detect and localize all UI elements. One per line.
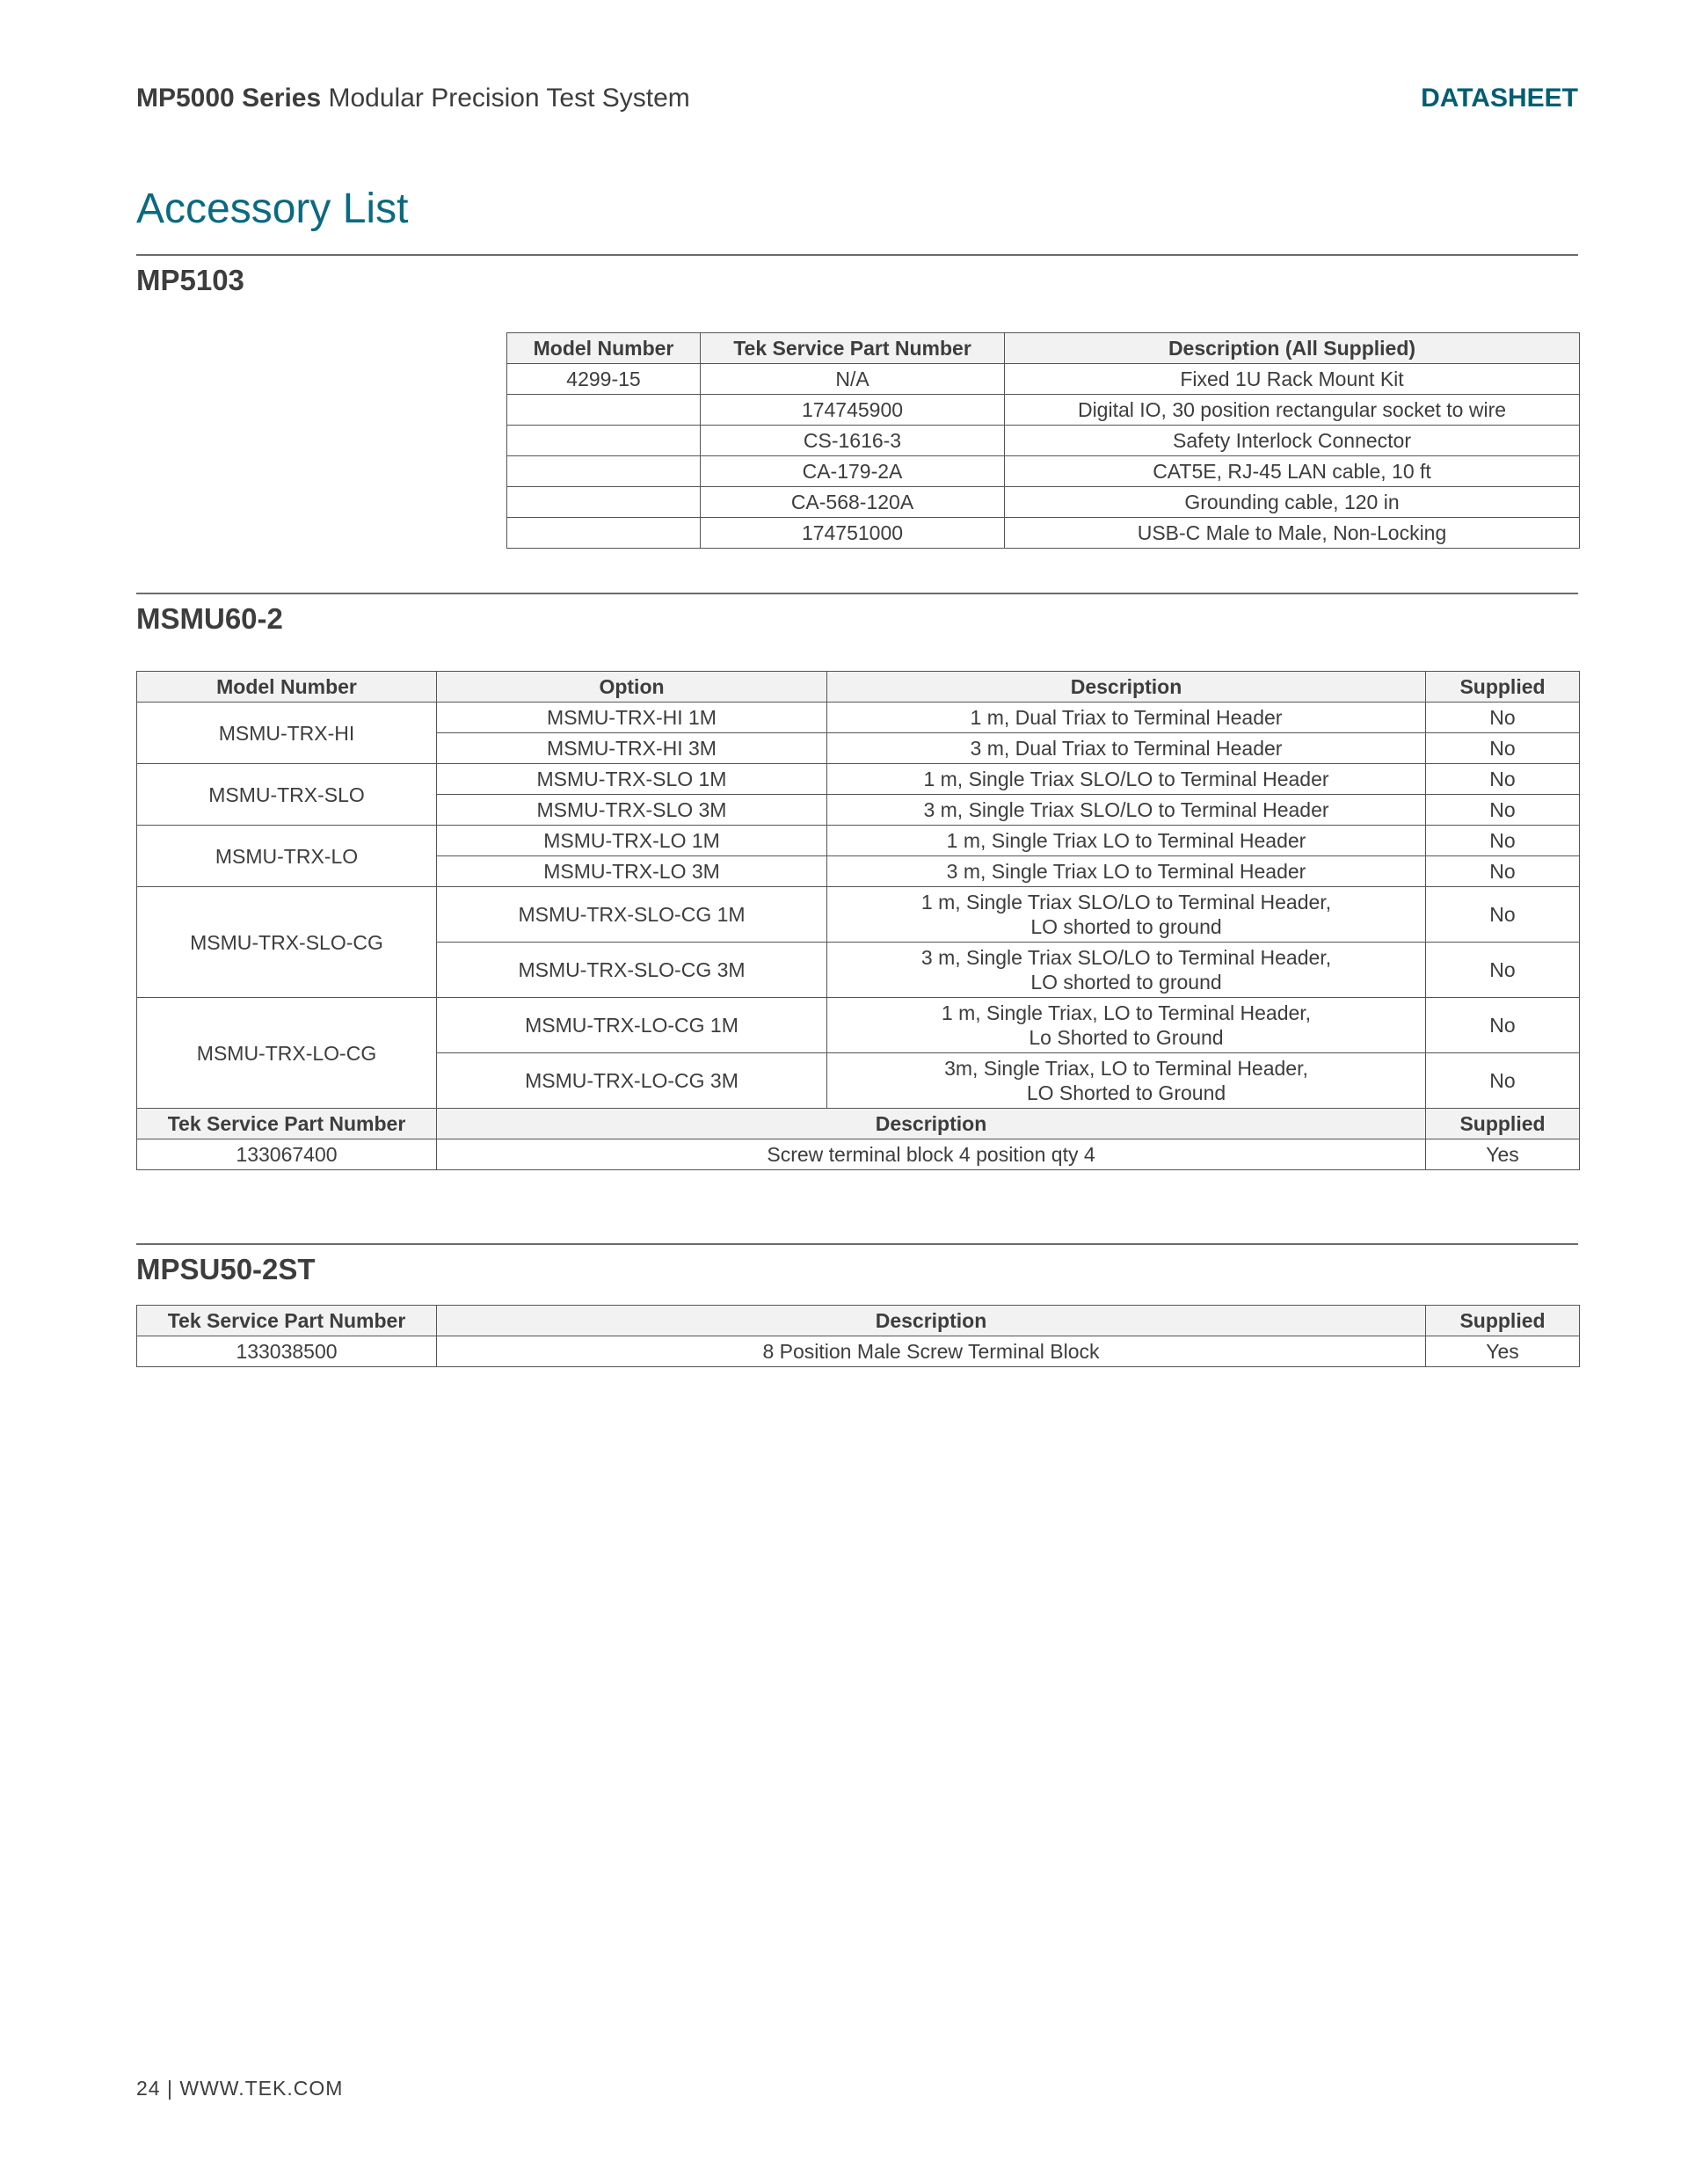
table-row bbox=[137, 1139, 1580, 1170]
description-cell: 3 m, Single Triax SLO/LO to Terminal Header bbox=[827, 795, 1426, 826]
model-number-cell bbox=[507, 426, 701, 456]
description-cell: Screw terminal block 4 position qty 4 bbox=[437, 1139, 1426, 1170]
description-line: 3m, Single Triax, LO to Terminal Header, bbox=[944, 1057, 1308, 1080]
column-header: Description bbox=[437, 1306, 1426, 1336]
table-header-row bbox=[137, 672, 1580, 703]
table-row bbox=[507, 456, 1580, 487]
model-number-cell bbox=[507, 518, 701, 549]
part-number-cell: 133038500 bbox=[137, 1336, 437, 1367]
mp5103-accessory-table bbox=[506, 332, 1580, 549]
doc-type-label: DATASHEET bbox=[1421, 84, 1578, 113]
description-cell: 8 Position Male Screw Terminal Block bbox=[437, 1336, 1426, 1367]
option-cell: MSMU-TRX-SLO-CG 1M bbox=[437, 887, 827, 943]
description-cell bbox=[827, 998, 1426, 1053]
page-footer bbox=[136, 2077, 343, 2100]
column-header: Tek Service Part Number bbox=[137, 1306, 437, 1336]
description-line: LO Shorted to Ground bbox=[1026, 1081, 1226, 1104]
column-header: Option bbox=[437, 672, 827, 703]
option-cell: MSMU-TRX-LO 1M bbox=[437, 826, 827, 856]
website-link[interactable]: WWW.TEK.COM bbox=[179, 2077, 344, 2100]
option-cell: MSMU-TRX-HI 3M bbox=[437, 733, 827, 764]
option-cell: MSMU-TRX-SLO 1M bbox=[437, 764, 827, 795]
column-header: Description bbox=[827, 672, 1426, 703]
description-cell bbox=[827, 887, 1426, 943]
msmu60-accessory-table bbox=[136, 671, 1580, 1170]
divider bbox=[136, 1243, 1578, 1245]
table-row bbox=[137, 826, 1580, 856]
option-cell: MSMU-TRX-LO-CG 1M bbox=[437, 998, 827, 1053]
section-heading-mpsu50-2st: MPSU50-2ST bbox=[136, 1253, 316, 1285]
model-number-cell: 4299-15 bbox=[507, 364, 701, 395]
model-number-cell: MSMU-TRX-HI bbox=[137, 703, 437, 764]
part-number-cell: 174745900 bbox=[701, 395, 1005, 426]
description-cell bbox=[827, 1053, 1426, 1109]
document-header bbox=[136, 84, 690, 113]
option-cell: MSMU-TRX-HI 1M bbox=[437, 703, 827, 733]
column-header: Tek Service Part Number bbox=[701, 333, 1005, 364]
description-cell: USB-C Male to Male, Non-Locking bbox=[1005, 518, 1580, 549]
table-row bbox=[507, 487, 1580, 518]
divider bbox=[136, 254, 1578, 256]
model-number-cell: MSMU-TRX-SLO bbox=[137, 764, 437, 826]
option-cell: MSMU-TRX-LO-CG 3M bbox=[437, 1053, 827, 1109]
supplied-cell: No bbox=[1426, 998, 1580, 1053]
table-header-row bbox=[137, 1306, 1580, 1336]
supplied-cell: Yes bbox=[1426, 1139, 1580, 1170]
column-header: Supplied bbox=[1426, 1306, 1580, 1336]
mpsu50-accessory-table bbox=[136, 1305, 1580, 1367]
model-number-cell bbox=[507, 395, 701, 426]
supplied-cell: No bbox=[1426, 703, 1580, 733]
description-line: 3 m, Single Triax SLO/LO to Terminal Header, bbox=[920, 946, 1332, 969]
supplied-cell: No bbox=[1426, 733, 1580, 764]
column-header: Description (All Supplied) bbox=[1005, 333, 1580, 364]
supplied-cell: No bbox=[1426, 795, 1580, 826]
table-row bbox=[137, 998, 1580, 1053]
description-cell: 3 m, Single Triax LO to Terminal Header bbox=[827, 856, 1426, 887]
footer-separator: | bbox=[166, 2077, 173, 2100]
supplied-cell: No bbox=[1426, 1053, 1580, 1109]
column-header: Supplied bbox=[1426, 1109, 1580, 1139]
part-number-cell: CA-568-120A bbox=[701, 487, 1005, 518]
description-line: 1 m, Single Triax, LO to Terminal Header, bbox=[941, 1001, 1312, 1024]
option-cell: MSMU-TRX-LO 3M bbox=[437, 856, 827, 887]
description-cell: Digital IO, 30 position rectangular socket to wire bbox=[1005, 395, 1580, 426]
table-row bbox=[137, 1336, 1580, 1367]
supplied-cell: No bbox=[1426, 943, 1580, 998]
supplied-cell: No bbox=[1426, 764, 1580, 795]
part-number-cell: N/A bbox=[701, 364, 1005, 395]
series-subtitle: Modular Precision Test System bbox=[328, 84, 690, 113]
description-line: Lo Shorted to Ground bbox=[1029, 1026, 1224, 1049]
table-row bbox=[137, 764, 1580, 795]
table-row bbox=[507, 426, 1580, 456]
model-number-cell: MSMU-TRX-LO bbox=[137, 826, 437, 887]
column-header: Model Number bbox=[507, 333, 701, 364]
description-cell: 1 m, Single Triax SLO/LO to Terminal Header bbox=[827, 764, 1426, 795]
table-header-row bbox=[507, 333, 1580, 364]
page-title: Accessory List bbox=[136, 186, 409, 232]
part-number-cell: 174751000 bbox=[701, 518, 1005, 549]
supplied-cell: No bbox=[1426, 887, 1580, 943]
part-number-cell: CS-1616-3 bbox=[701, 426, 1005, 456]
description-cell: 3 m, Dual Triax to Terminal Header bbox=[827, 733, 1426, 764]
option-cell: MSMU-TRX-SLO-CG 3M bbox=[437, 943, 827, 998]
supplied-cell: No bbox=[1426, 856, 1580, 887]
model-number-cell: MSMU-TRX-LO-CG bbox=[137, 998, 437, 1109]
description-cell: Fixed 1U Rack Mount Kit bbox=[1005, 364, 1580, 395]
table-subheader-row bbox=[137, 1109, 1580, 1139]
description-cell: 1 m, Single Triax LO to Terminal Header bbox=[827, 826, 1426, 856]
model-number-cell: MSMU-TRX-SLO-CG bbox=[137, 887, 437, 998]
part-number-cell: CA-179-2A bbox=[701, 456, 1005, 487]
table-row bbox=[507, 395, 1580, 426]
section-heading-mp5103: MP5103 bbox=[136, 264, 244, 296]
model-number-cell bbox=[507, 487, 701, 518]
supplied-cell: No bbox=[1426, 826, 1580, 856]
description-cell: Safety Interlock Connector bbox=[1005, 426, 1580, 456]
column-header: Model Number bbox=[137, 672, 437, 703]
table-row bbox=[507, 518, 1580, 549]
divider bbox=[136, 593, 1578, 594]
description-cell: CAT5E, RJ-45 LAN cable, 10 ft bbox=[1005, 456, 1580, 487]
option-cell: MSMU-TRX-SLO 3M bbox=[437, 795, 827, 826]
series-name: MP5000 Series bbox=[136, 84, 322, 113]
supplied-cell: Yes bbox=[1426, 1336, 1580, 1367]
page-number: 24 bbox=[136, 2077, 161, 2100]
table-row bbox=[137, 887, 1580, 943]
description-line: LO shorted to ground bbox=[1030, 971, 1222, 994]
description-cell: 1 m, Dual Triax to Terminal Header bbox=[827, 703, 1426, 733]
column-header: Supplied bbox=[1426, 672, 1580, 703]
model-number-cell bbox=[507, 456, 701, 487]
column-header: Tek Service Part Number bbox=[137, 1109, 437, 1139]
table-row bbox=[507, 364, 1580, 395]
description-line: LO shorted to ground bbox=[1030, 915, 1222, 938]
table-row bbox=[137, 703, 1580, 733]
description-cell bbox=[827, 943, 1426, 998]
section-heading-msmu60-2: MSMU60-2 bbox=[136, 602, 283, 635]
description-line: 1 m, Single Triax SLO/LO to Terminal Header, bbox=[920, 891, 1332, 914]
part-number-cell: 133067400 bbox=[137, 1139, 437, 1170]
column-header: Description bbox=[437, 1109, 1426, 1139]
description-cell: Grounding cable, 120 in bbox=[1005, 487, 1580, 518]
